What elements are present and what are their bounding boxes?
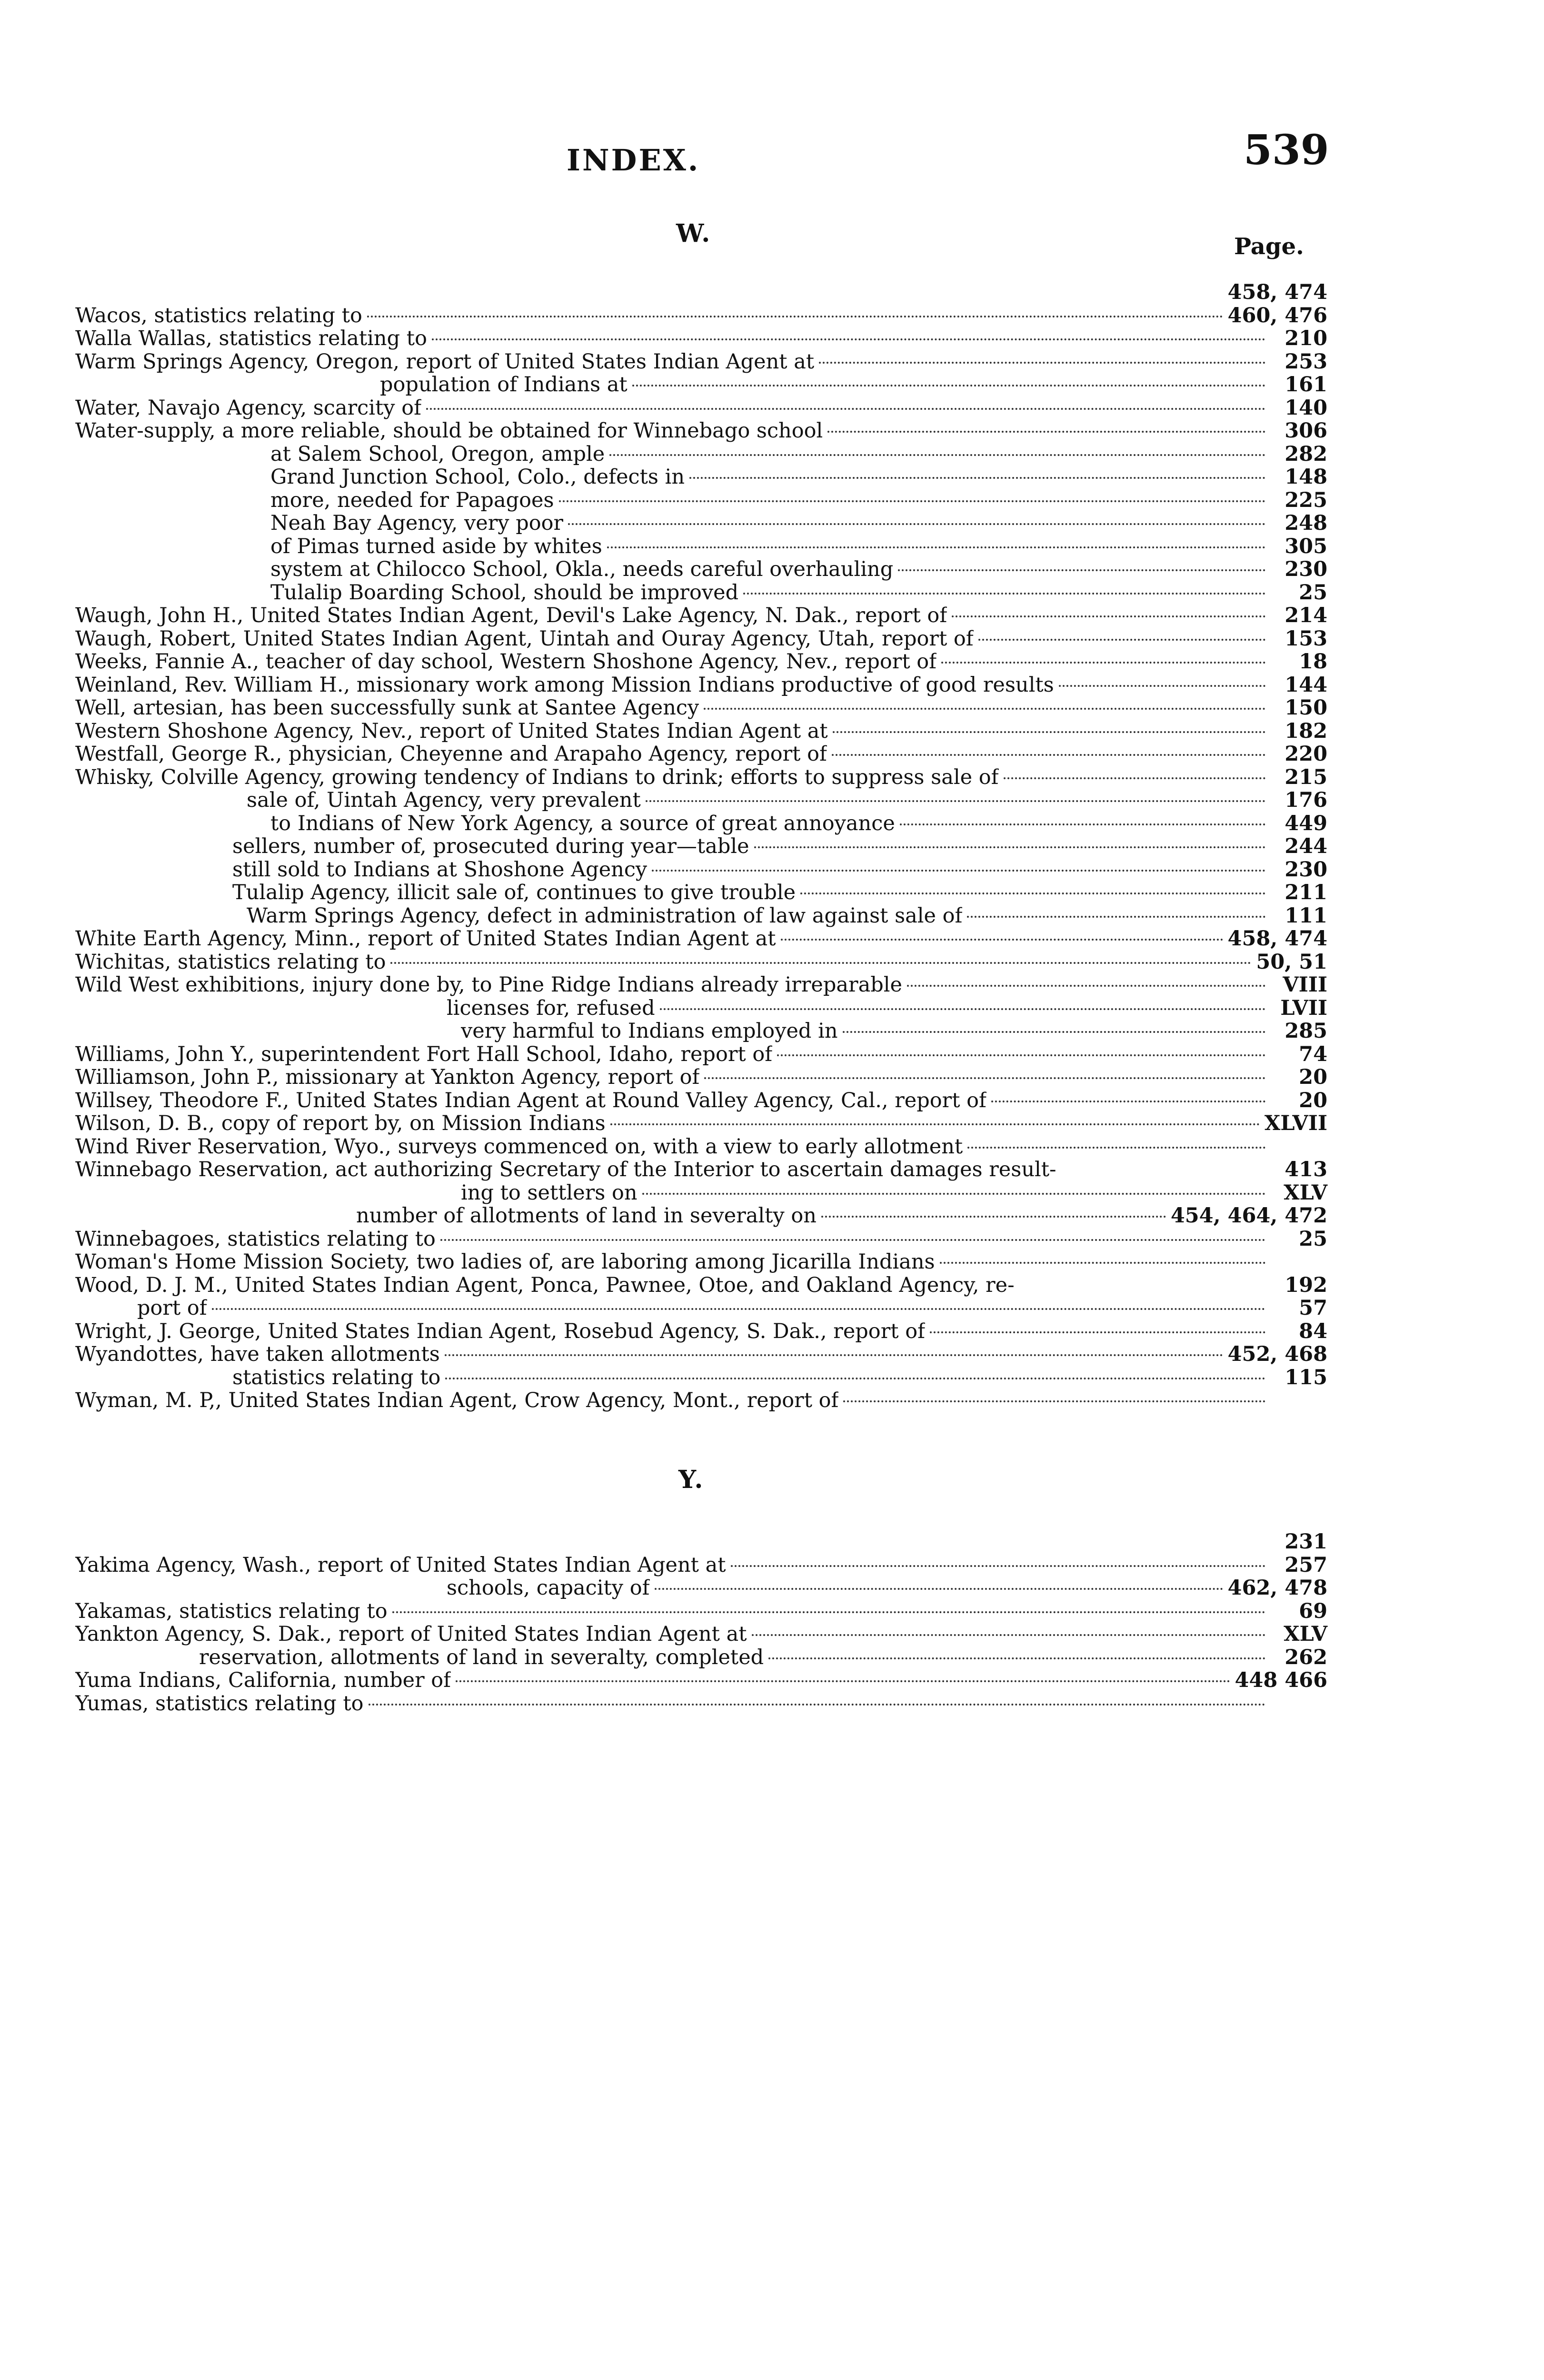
section-letter-y: Y.	[678, 1465, 705, 1494]
entry-page: 192	[1285, 1273, 1327, 1297]
index-entry	[75, 904, 1327, 928]
entry-text: Winnebago Reservation, act authorizing Secretary of the Interior to ascertain damages result-	[75, 1158, 1056, 1181]
index-entry	[75, 1135, 1327, 1159]
index-entry	[75, 881, 1327, 904]
entry-page: XLV	[1284, 1180, 1327, 1205]
entry-page: 214	[1285, 604, 1327, 627]
entry-page: 18	[1299, 650, 1327, 674]
entry-page: 220	[1285, 742, 1327, 766]
entry-text: Tulalip Boarding School, should be improved	[270, 581, 739, 604]
entry-page: 74	[1299, 1042, 1327, 1066]
dot-leader	[655, 1588, 1223, 1590]
entry-page: 306	[1285, 419, 1327, 443]
index-entry	[75, 743, 1327, 766]
entry-page: 20	[1299, 1065, 1327, 1089]
dot-leader	[967, 916, 1265, 918]
dot-leader	[819, 362, 1265, 364]
index-entry	[75, 535, 1327, 558]
index-entry	[75, 489, 1327, 512]
dot-leader	[978, 639, 1265, 641]
index-entries-w	[75, 281, 1327, 1412]
entry-text: Woman's Home Mission Society, two ladies of, are laboring among Jicarilla Indians	[75, 1250, 935, 1274]
entry-page: 69	[1299, 1599, 1327, 1623]
page-column-header: Page.	[1234, 233, 1304, 260]
dot-leader	[440, 1239, 1265, 1241]
entry-text: Wind River Reservation, Wyo., surveys commenced on, with a view to early allotment	[75, 1135, 963, 1158]
index-entry	[75, 1692, 1327, 1716]
entry-text: Williams, John Y., superintendent Fort Hall School, Idaho, report of	[75, 1042, 773, 1066]
dot-leader	[646, 800, 1265, 802]
entry-page: 115	[1285, 1365, 1327, 1389]
dot-leader	[559, 500, 1265, 502]
index-entry	[75, 512, 1327, 535]
dot-leader	[642, 1193, 1265, 1195]
index-entry	[75, 1274, 1327, 1297]
entry-text: at Salem School, Oregon, ample	[270, 442, 605, 466]
entry-text: Yakamas, statistics relating to	[75, 1599, 388, 1623]
page-number: 539	[1244, 126, 1329, 174]
entry-text: Wild West exhibitions, injury done by, to Pine Ridge Indians already irreparable	[75, 973, 902, 997]
dot-leader	[568, 523, 1265, 525]
index-entry	[75, 835, 1327, 858]
entry-text: Water, Navajo Agency, scarcity of	[75, 396, 422, 419]
dot-leader	[456, 1680, 1230, 1682]
entry-page: 262	[1285, 1645, 1327, 1669]
index-entry	[75, 419, 1327, 443]
entry-page: 449	[1285, 811, 1327, 835]
entry-page: 257	[1285, 1553, 1327, 1577]
dot-leader	[768, 1657, 1265, 1659]
index-entry	[75, 1204, 1327, 1228]
index-entry	[75, 1158, 1327, 1181]
entry-page: 460, 476	[1227, 303, 1327, 327]
entry-page: XLVII	[1264, 1111, 1327, 1135]
index-entry	[75, 973, 1327, 997]
index-entry	[75, 350, 1327, 374]
entry-page: 140	[1285, 396, 1327, 420]
entry-text: Westfall, George R., physician, Cheyenne and Arapaho Agency, report of	[75, 743, 827, 766]
entry-page: 458, 474	[1227, 927, 1327, 951]
index-entry	[75, 327, 1327, 350]
index-entry	[75, 281, 1327, 304]
entry-text: Wright, J. George, United States Indian Agent, Rosebud Agency, S. Dak., report of	[75, 1319, 926, 1343]
index-entry	[75, 1320, 1327, 1343]
entry-text: Wyman, M. P,, United States Indian Agent, Crow Agency, Mont., report of	[75, 1389, 839, 1412]
entry-page: 25	[1299, 1227, 1327, 1251]
dot-leader	[832, 754, 1265, 756]
entry-page: 150	[1285, 696, 1327, 720]
index-entry	[75, 397, 1327, 420]
dot-leader	[800, 892, 1265, 894]
index-entry	[75, 720, 1327, 743]
dot-leader	[777, 1054, 1265, 1056]
index-entry	[75, 1366, 1327, 1389]
entry-text: Weinland, Rev. William H., missionary work among Mission Indians productive of good results	[75, 673, 1054, 696]
dot-leader	[898, 569, 1265, 571]
entry-page: 230	[1285, 557, 1327, 581]
dot-leader	[833, 731, 1265, 733]
dot-leader	[689, 477, 1265, 479]
entry-text: Wilson, D. B., copy of report by, on Mission Indians	[75, 1112, 606, 1135]
entry-text: to Indians of New York Agency, a source of great annoyance	[270, 812, 895, 835]
dot-leader	[781, 939, 1223, 941]
dot-leader	[952, 615, 1265, 617]
index-entry	[75, 951, 1327, 974]
entry-text: statistics relating to	[232, 1366, 441, 1389]
dot-leader	[843, 1400, 1265, 1402]
index-entry	[75, 1181, 1327, 1205]
entry-text: population of Indians at	[380, 373, 628, 397]
entry-text: Waugh, Robert, United States Indian Agent, Uintah and Ouray Agency, Utah, report of	[75, 627, 974, 650]
index-entry	[75, 466, 1327, 489]
entry-page: XLV	[1284, 1622, 1327, 1646]
entry-text: system at Chilocco School, Okla., needs careful overhauling	[270, 558, 894, 581]
index-entry	[75, 1228, 1327, 1251]
dot-leader	[827, 431, 1265, 433]
dot-leader	[907, 985, 1265, 987]
entry-page: 230	[1285, 857, 1327, 882]
dot-leader	[754, 846, 1265, 848]
entry-page: 462, 478	[1227, 1576, 1327, 1600]
index-entry	[75, 1297, 1327, 1320]
index-entry	[75, 927, 1327, 951]
entry-page: 448 466	[1235, 1668, 1327, 1692]
entry-text: schools, capacity of	[447, 1577, 650, 1600]
entry-text: Weeks, Fannie A., teacher of day school, Western Shoshone Agency, Nev., report of	[75, 650, 937, 674]
index-entry	[75, 696, 1327, 720]
index-entry	[75, 766, 1327, 789]
entry-page: 215	[1285, 765, 1327, 789]
entry-page: 253	[1285, 349, 1327, 374]
index-entry	[75, 1646, 1327, 1669]
dot-leader	[445, 1378, 1265, 1379]
index-entry	[75, 1389, 1327, 1412]
index-entry	[75, 1554, 1327, 1577]
index-entry	[75, 1250, 1327, 1274]
dot-leader	[607, 546, 1265, 548]
entry-page: 231	[1285, 1530, 1327, 1554]
dot-leader	[660, 1008, 1265, 1010]
dot-leader	[390, 962, 1251, 964]
index-entry	[75, 373, 1327, 397]
entry-page: 148	[1285, 465, 1327, 489]
entry-page: 413	[1285, 1158, 1327, 1181]
dot-leader	[930, 1331, 1265, 1333]
index-entry	[75, 650, 1327, 674]
entry-page: 225	[1285, 488, 1327, 512]
entry-page: 144	[1285, 673, 1327, 697]
entry-page: 458, 474	[1227, 280, 1327, 304]
dot-leader	[445, 1354, 1223, 1356]
entry-text: Yumas, statistics relating to	[75, 1692, 364, 1715]
index-entry	[75, 1043, 1327, 1066]
dot-leader	[704, 1077, 1265, 1079]
dot-leader	[367, 316, 1223, 317]
dot-leader	[940, 1262, 1265, 1264]
index-entry	[75, 1020, 1327, 1043]
entry-text: very harmful to Indians employed in	[461, 1020, 838, 1043]
entry-page: 57	[1299, 1296, 1327, 1320]
entry-page: 452, 468	[1227, 1342, 1327, 1366]
dot-leader	[900, 823, 1265, 825]
entry-text: Western Shoshone Agency, Nev., report of United States Indian Agent at	[75, 719, 828, 743]
index-entry	[75, 304, 1327, 327]
entry-text: still sold to Indians at Shoshone Agency	[232, 858, 647, 881]
dot-leader	[392, 1611, 1265, 1613]
entry-text: Wyandottes, have taken allotments	[75, 1343, 440, 1366]
index-entry	[75, 789, 1327, 812]
index-entry	[75, 997, 1327, 1020]
entry-text: Whisky, Colville Agency, growing tendency of Indians to drink; efforts to suppress sale of	[75, 765, 999, 789]
entry-page: 182	[1285, 719, 1327, 743]
index-entry	[75, 604, 1327, 627]
entry-text: Yakima Agency, Wash., report of United States Indian Agent at	[75, 1553, 726, 1577]
dot-leader	[731, 1565, 1265, 1567]
entry-page: 50, 51	[1256, 950, 1327, 974]
dot-leader	[632, 385, 1265, 387]
entry-text: number of allotments of land in severalty on	[356, 1204, 817, 1228]
entry-page: 153	[1285, 626, 1327, 651]
dot-leader	[843, 1031, 1265, 1033]
index-entry	[75, 581, 1327, 605]
entry-page: 305	[1285, 534, 1327, 558]
index-entry	[75, 674, 1327, 697]
entry-text: Well, artesian, has been successfully sunk at Santee Agency	[75, 696, 699, 720]
index-entry	[75, 1112, 1327, 1135]
dot-leader	[752, 1634, 1266, 1636]
entry-text: Warm Springs Agency, defect in administration of law against sale of	[247, 904, 963, 927]
index-entry	[75, 1343, 1327, 1366]
dot-leader	[426, 408, 1265, 410]
entry-page: 210	[1285, 327, 1327, 350]
entry-text: reservation, allotments of land in severalty, completed	[199, 1646, 764, 1669]
entry-text: licenses for, refused	[447, 996, 655, 1020]
entry-text: Wood, D. J. M., United States Indian Agent, Ponca, Pawnee, Otoe, and Oakland Agency, re-	[75, 1273, 1015, 1297]
entry-page: 111	[1285, 903, 1327, 928]
entry-page: 454, 464, 472	[1170, 1204, 1327, 1228]
dot-leader	[743, 593, 1265, 595]
dot-leader	[941, 662, 1265, 664]
entry-page: 20	[1299, 1088, 1327, 1112]
entry-text: Grand Junction School, Colo., defects in	[270, 466, 685, 489]
index-entry	[75, 1577, 1327, 1600]
index-entry	[75, 558, 1327, 581]
dot-leader	[609, 454, 1265, 456]
index-entry	[75, 1066, 1327, 1089]
entry-text: sellers, number of, prosecuted during year—table	[232, 835, 749, 858]
index-entry	[75, 812, 1327, 835]
section-letter-w: W.	[676, 219, 712, 248]
entry-text: Willsey, Theodore F., United States Indian Agent at Round Valley Agency, Cal., report of	[75, 1089, 986, 1112]
index-entry	[75, 443, 1327, 466]
index-entry	[75, 1669, 1327, 1692]
entry-page: 211	[1285, 881, 1327, 904]
dot-leader	[704, 708, 1265, 710]
dot-leader	[610, 1123, 1260, 1125]
entry-page: 285	[1285, 1019, 1327, 1043]
dot-leader	[212, 1308, 1265, 1310]
index-entry	[75, 1600, 1327, 1623]
entry-page: 84	[1299, 1319, 1327, 1343]
entry-text: more, needed for Papagoes	[270, 488, 554, 512]
entry-text: Winnebagoes, statistics relating to	[75, 1227, 436, 1250]
index-entry	[75, 627, 1327, 651]
entry-text: Yankton Agency, S. Dak., report of United States Indian Agent at	[75, 1623, 747, 1646]
index-entry	[75, 1530, 1327, 1554]
entry-page: 161	[1285, 373, 1327, 397]
entry-text: Yuma Indians, California, number of	[75, 1669, 451, 1692]
entry-page: 248	[1285, 511, 1327, 535]
entry-page: 282	[1285, 442, 1327, 466]
entry-text: Water-supply, a more reliable, should be obtained for Winnebago school	[75, 419, 823, 443]
index-entry	[75, 858, 1327, 882]
entry-text: Waugh, John H., United States Indian Agent, Devil's Lake Agency, N. Dak., report of	[75, 604, 947, 627]
entry-text: Wacos, statistics relating to	[75, 304, 362, 327]
dot-leader	[991, 1101, 1265, 1102]
dot-leader	[821, 1216, 1166, 1218]
entry-text: sale of, Uintah Agency, very prevalent	[247, 789, 641, 812]
entry-page: 244	[1285, 834, 1327, 858]
entry-text: Warm Springs Agency, Oregon, report of United States Indian Agent at	[75, 350, 815, 373]
running-title: INDEX.	[567, 143, 700, 178]
index-entry	[75, 1089, 1327, 1112]
dot-leader	[369, 1704, 1265, 1706]
dot-leader	[432, 338, 1265, 340]
entry-text: Neah Bay Agency, very poor	[270, 512, 564, 535]
index-entry	[75, 1623, 1327, 1646]
entry-page: LVII	[1280, 996, 1327, 1020]
entry-page: 176	[1285, 788, 1327, 812]
entry-text: Wichitas, statistics relating to	[75, 950, 386, 973]
index-entries-y	[75, 1530, 1327, 1715]
entry-text: port of	[137, 1297, 207, 1320]
entry-page: 25	[1299, 580, 1327, 605]
entry-text: White Earth Agency, Minn., report of United States Indian Agent at	[75, 927, 776, 951]
entry-text: ing to settlers on	[461, 1181, 638, 1204]
entry-text: Williamson, John P., missionary at Yankton Agency, report of	[75, 1066, 700, 1089]
dot-leader	[1004, 777, 1265, 779]
entry-text: Walla Wallas, statistics relating to	[75, 327, 427, 350]
entry-text: of Pimas turned aside by whites	[270, 535, 602, 558]
dot-leader	[652, 870, 1265, 872]
dot-leader	[967, 1147, 1265, 1149]
entry-text: Tulalip Agency, illicit sale of, continues to give trouble	[232, 881, 796, 904]
dot-leader	[1059, 685, 1265, 687]
entry-page: VIII	[1283, 973, 1327, 997]
